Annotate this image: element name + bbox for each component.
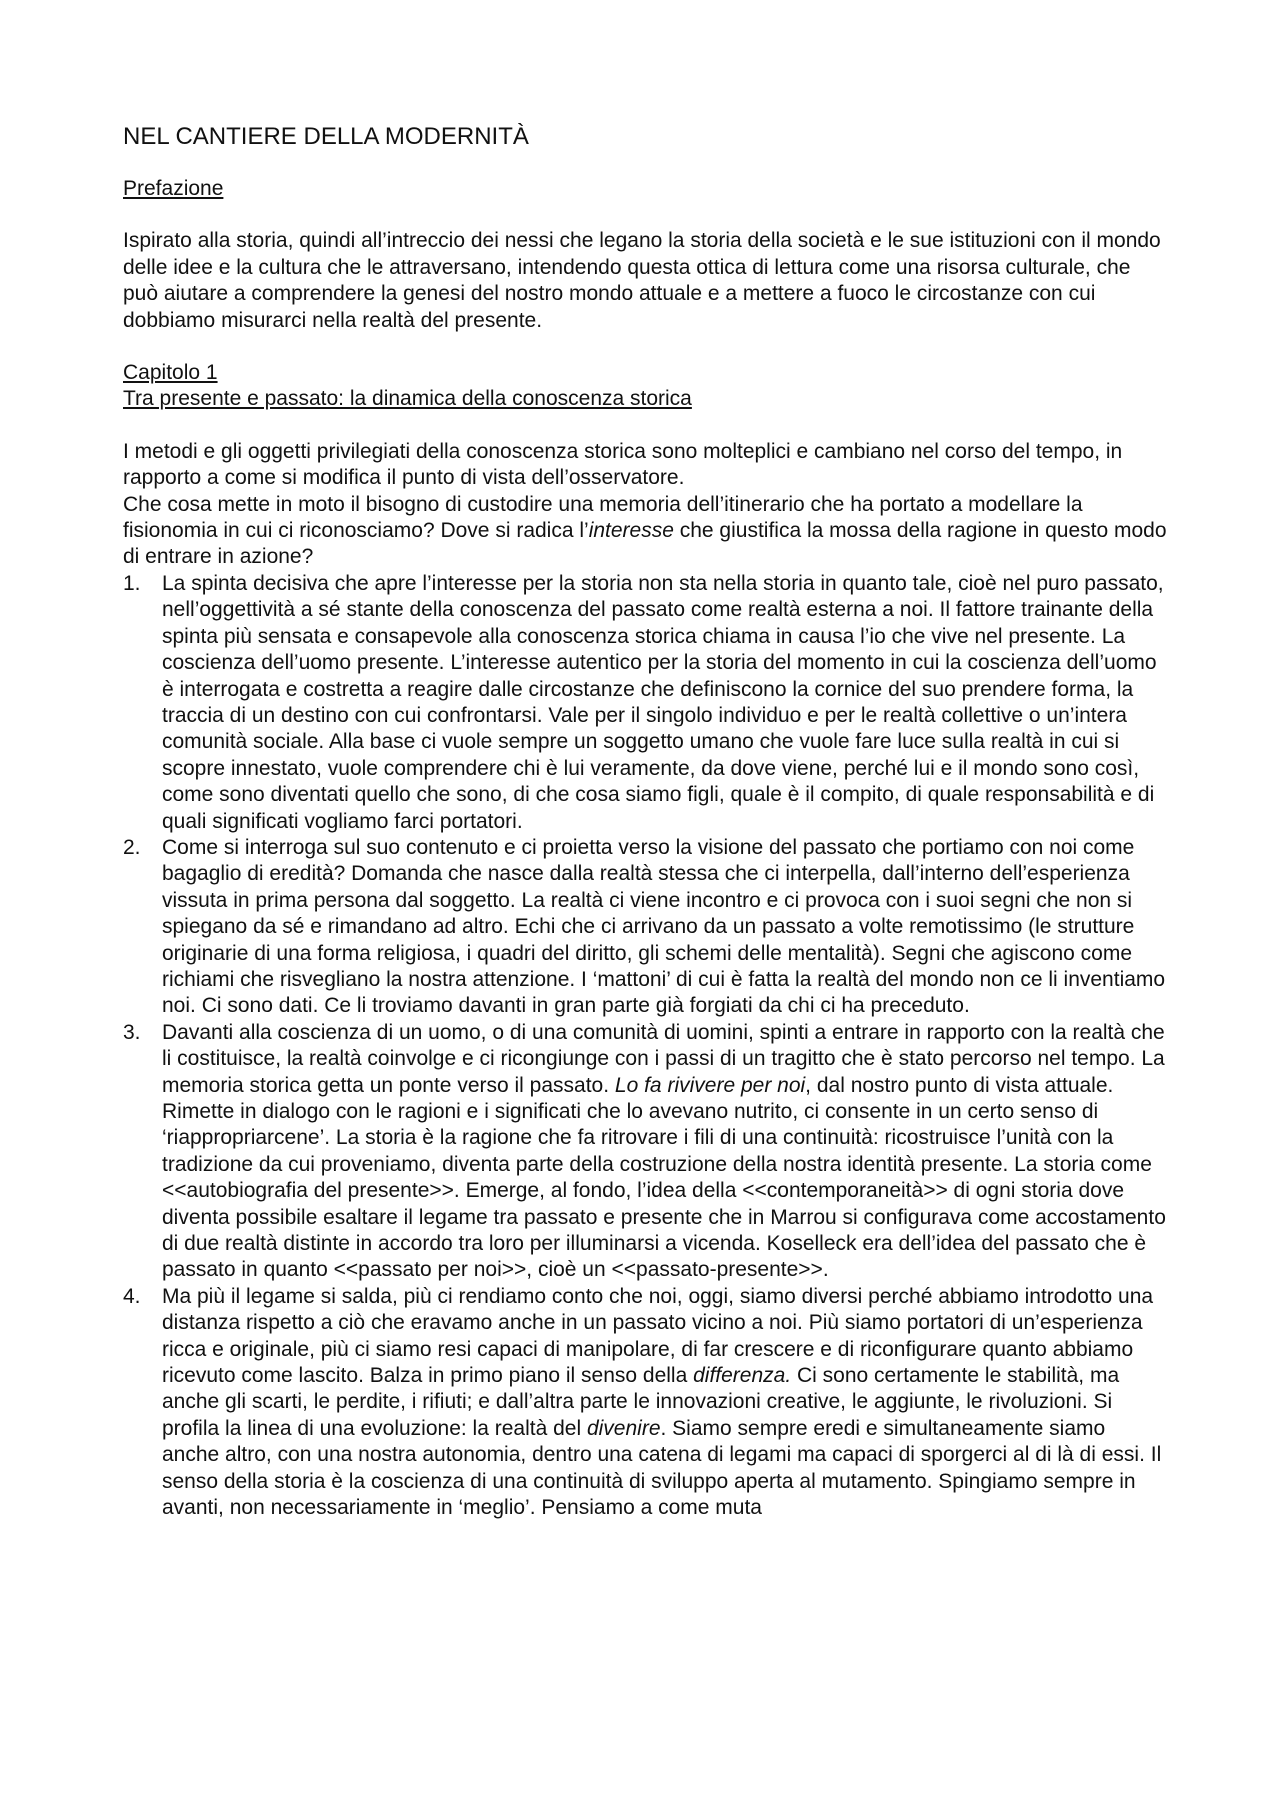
list-item-text: Ma più il legame si salda, più ci rendiamo conto che noi, oggi, siamo diversi perché abbiamo introdotto una distanza rispetto a ciò che eravamo anche in un passato vicino a noi. Più siamo portatori di un’esperienza ricca e originale, più ci siamo resi capaci di manipolare, di far crescere e di riconfigurare quanto abbiamo ricevuto come lascito. Balza in primo piano il senso della (162, 1284, 1154, 1388)
list-item-emphasis: divenire (586, 1416, 661, 1440)
list-item-emphasis: differenza. (693, 1364, 792, 1388)
list-item-emphasis: Lo fa rivivere per noi (614, 1073, 806, 1097)
numbered-list (123, 571, 1168, 1522)
list-item-text: La spinta decisiva che apre l’interesse per la storia non sta nella storia in quanto tale, cioè nel puro passato, nell’oggettività a sé stante della conoscenza del passato come realtà esterna a noi. Il fattore trainante della spinta più sensata e consapevole alla conoscenza storica chiama in causa l’io che vive nel presente. La coscienza dell’uomo presente. L’interesse autentico per la storia del momento in cui la coscienza dell’uomo è interrogata e costretta a reagire dalle circostanze che definiscono la cornice del suo prendere forma, la traccia di un destino con cui confrontarsi. Vale per il singolo individuo e per le realtà collettive o un’intera comunità sociale. Alla base ci vuole sempre un soggetto umano che vuole fare luce sulla realtà in cui si scopre innestato, vuole comprendere chi è lui veramente, da dove viene, perché lui e il mondo sono così, come sono diventati quello che sono, di che cosa siamo figli, quale è il compito, di quale responsabilità e di quali significati vogliamo farci portatori. (162, 571, 1164, 833)
list-item-text: Davanti alla coscienza di un uomo, o di una comunità di uomini, spinti a entrare in rapporto con la realtà che li costituisce, la realtà coinvolge e ci ricongiunge con i passi di un tragitto che è stato percorso nel tempo. La memoria storica getta un ponte verso il passato. (162, 1020, 1165, 1097)
list-item-text: , dal nostro punto di vista attuale. Rimette in dialogo con le ragioni e i significati che lo avevano nutrito, ci consente in un certo senso di ‘riappropriarcene’. La storia è la ragione che fa ritrovare i fili di una continuità: ricostruisce l’unità con la tradizione da cui proveniamo, diventa parte della costruzione della nostra identità presente. La storia come <<autobiografia del presente>>. Emerge, al fondo, l’idea della <<contemporaneità>> di ogni storia dove diventa possibile esaltare il legame tra passato e presente che in Marrou si configurava come accostamento di due realtà distinte in accordo tra loro per illuminarsi a vicenda. Koselleck era dell’idea del passato che è passato in quanto <<passato per noi>>, cioè un <<passato-presente>>. (162, 1073, 1166, 1282)
list-number: 4. (123, 1284, 141, 1308)
preface-text: Ispirato alla storia, quindi all’intreccio dei nessi che legano la storia della società e le sue istituzioni con il mondo delle idee e la cultura che le attraversano, intendendo questa ottica di lettura come una risorsa culturale, che può aiutare a comprendere la genesi del nostro mondo attuale e a mettere a fuoco le circostanze con cui dobbiamo misurarci nella realtà del presente. (123, 229, 1161, 332)
intro-emphasis: interesse (588, 519, 674, 543)
intro-text-end: che giustifica la mossa della ragione in questo modo di entrare in azione? (123, 519, 1167, 569)
document-title: NEL CANTIERE DELLA MODERNITÀ (123, 123, 529, 150)
preface-heading: Prefazione (123, 177, 224, 200)
list-item (123, 835, 1168, 1020)
list-item (123, 1284, 1168, 1522)
list-item (123, 571, 1168, 835)
list-number: 1. (123, 571, 141, 595)
list-item-text: Come si interroga sul suo contenuto e ci proietta verso la visione del passato che portiamo con noi come bagaglio di eredità? Domanda che nasce dalla realtà stessa che ci interpella, dall’interno dell’esperienza vissuta in prima persona dal soggetto. La realtà ci viene incontro e ci provoca con i suoi segni che non si spiegano da sé e rimandano ad altro. Echi che ci arrivano da un passato a volte remotissimo (le strutture originarie di una forma religiosa, i quadri del diritto, gli schemi delle mentalità). Segni che agiscono come richiami che risvegliano la nostra attenzione. I ‘mattoni’ di cui è fatta la realtà del mondo non ce li inventiamo noi. Ci sono dati. Ce li troviamo davanti in gran parte già forgiati da chi ci ha preceduto. (162, 835, 1166, 1018)
intro-text-start: Che cosa mette in moto il bisogno di custodire una memoria dell’itinerario che ha portato a modellare la fisionomia in cui ci riconosciamo? Dove si radica l’ (123, 492, 1083, 543)
chapter-intro-1: I metodi e gli oggetti privilegiati della conoscenza storica sono molteplici e cambiano nel corso del tempo, in rapporto a come si modifica il punto di vista dell’osservatore. (123, 439, 1123, 490)
document-page (123, 122, 1168, 1522)
chapter-label: Capitolo 1 (123, 361, 218, 385)
list-item (123, 1020, 1168, 1284)
chapter-subtitle: Tra presente e passato: la dinamica della conoscenza storica (123, 387, 692, 411)
list-item-text: Ci sono certamente le stabilità, ma anche gli scarti, le perdite, i rifiuti; e dall’altra parte le innovazioni creative, le aggiunte, le rivoluzioni. Si profila la linea di una evoluzione: la realtà del (162, 1364, 1120, 1440)
list-number: 2. (123, 835, 141, 859)
chapter-intro-2 (123, 492, 1168, 571)
list-number: 3. (123, 1020, 141, 1044)
list-item-text: . Siamo sempre eredi e simultaneamente siamo anche altro, con una nostra autonomia, dentro una catena di legami ma capaci di sporgerci al di là di essi. Il senso della storia è la coscienza di una continuità di sviluppo aperta al mutamento. Spingiamo sempre in avanti, non necessariamente in ‘meglio’. Pensiamo a come muta (162, 1416, 1162, 1520)
